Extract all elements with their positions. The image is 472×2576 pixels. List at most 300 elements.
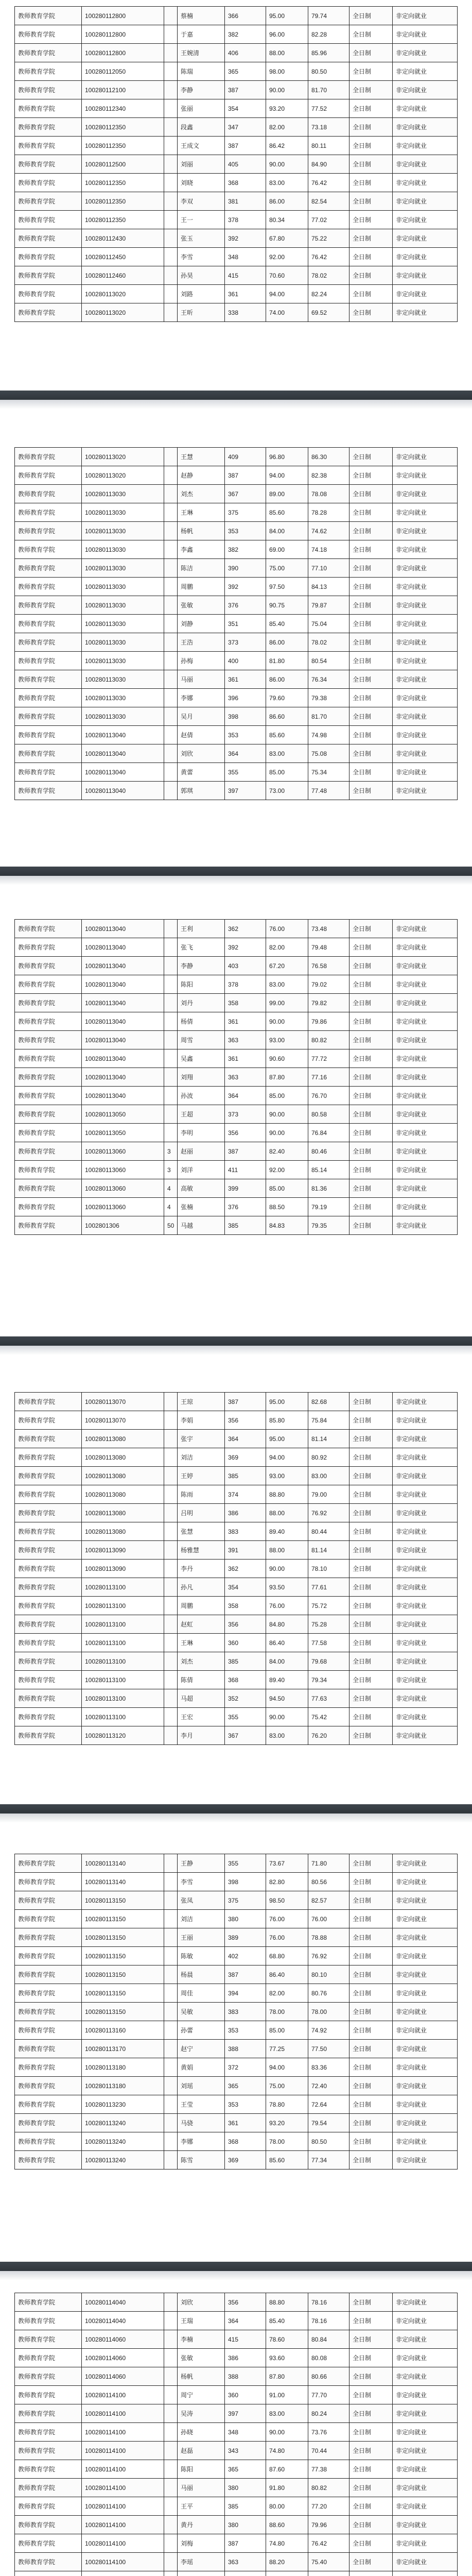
retest-score-cell: 92.00 bbox=[266, 248, 308, 266]
name-cell: 王超 bbox=[178, 1105, 225, 1124]
exam-number-cell: 100280113040 bbox=[82, 938, 164, 957]
total-score-cell: 82.54 bbox=[308, 192, 349, 211]
exam-number-cell: 100280113240 bbox=[82, 2151, 164, 2170]
college-cell: 教师教育学院 bbox=[15, 1031, 82, 1049]
retest-score-cell: 83.00 bbox=[266, 975, 308, 994]
study-mode-cell: 全日制 bbox=[349, 2003, 393, 2021]
exam-number-cell: 100280113150 bbox=[82, 2003, 164, 2021]
exam-number-cell: 100280112350 bbox=[82, 211, 164, 229]
college-cell: 教师教育学院 bbox=[15, 1430, 82, 1448]
retest-score-cell: 75.00 bbox=[266, 2077, 308, 2095]
employment-type-cell: 非定向就业 bbox=[393, 1910, 458, 1928]
name-cell: 黄丹 bbox=[178, 2516, 225, 2534]
college-cell: 教师教育学院 bbox=[15, 1891, 82, 1910]
college-cell: 教师教育学院 bbox=[15, 1087, 82, 1105]
employment-type-cell: 非定向就业 bbox=[393, 99, 458, 118]
table-row bbox=[15, 559, 458, 578]
total-score-cell: 75.28 bbox=[308, 1615, 349, 1634]
employment-type-cell: 非定向就业 bbox=[393, 2021, 458, 2040]
initial-score-cell: 364 bbox=[225, 1087, 266, 1105]
retest-score-cell: 67.20 bbox=[266, 957, 308, 975]
initial-score-cell: 338 bbox=[225, 303, 266, 322]
college-cell: 教师教育学院 bbox=[15, 1984, 82, 2003]
initial-score-cell: 394 bbox=[225, 1984, 266, 2003]
initial-score-cell: 387 bbox=[225, 466, 266, 485]
total-score-cell: 84.90 bbox=[308, 155, 349, 174]
total-score-cell: 80.24 bbox=[308, 2404, 349, 2423]
exam-number-cell: 100280113050 bbox=[82, 1124, 164, 1142]
retest-score-cell: 94.00 bbox=[266, 1448, 308, 1467]
marker-cell bbox=[164, 707, 178, 726]
initial-score-cell: 387 bbox=[225, 81, 266, 99]
retest-score-cell: 74.80 bbox=[266, 2442, 308, 2460]
college-cell: 教师教育学院 bbox=[15, 1541, 82, 1560]
marker-cell bbox=[164, 2312, 178, 2330]
marker-cell bbox=[164, 1393, 178, 1411]
marker-cell bbox=[164, 1504, 178, 1522]
name-cell: 杨雅慧 bbox=[178, 1541, 225, 1560]
study-mode-cell: 全日制 bbox=[349, 44, 393, 62]
study-mode-cell: 全日制 bbox=[349, 99, 393, 118]
employment-type-cell: 非定向就业 bbox=[393, 229, 458, 248]
initial-score-cell: 352 bbox=[225, 1689, 266, 1708]
exam-number-cell: 100280113040 bbox=[82, 1087, 164, 1105]
retest-score-cell: 90.00 bbox=[266, 1124, 308, 1142]
study-mode-cell: 全日制 bbox=[349, 1179, 393, 1198]
initial-score-cell: 389 bbox=[225, 1928, 266, 1947]
total-score-cell: 81.70 bbox=[308, 81, 349, 99]
employment-type-cell: 非定向就业 bbox=[393, 744, 458, 763]
total-score-cell: 70.44 bbox=[308, 2442, 349, 2460]
marker-cell bbox=[164, 1965, 178, 1984]
initial-score-cell: 369 bbox=[225, 2151, 266, 2170]
employment-type-cell: 非定向就业 bbox=[393, 2349, 458, 2367]
retest-score-cell: 85.40 bbox=[266, 615, 308, 633]
employment-type-cell: 非定向就业 bbox=[393, 266, 458, 285]
study-mode-cell: 全日制 bbox=[349, 920, 393, 938]
college-cell: 教师教育学院 bbox=[15, 2114, 82, 2132]
study-mode-cell: 全日制 bbox=[349, 1124, 393, 1142]
retest-score-cell: 90.00 bbox=[266, 1560, 308, 1578]
employment-type-cell: 非定向就业 bbox=[393, 2114, 458, 2132]
total-score-cell: 69.52 bbox=[308, 303, 349, 322]
table-row bbox=[15, 2312, 458, 2330]
initial-score-cell: 387 bbox=[225, 1965, 266, 1984]
exam-number-cell: 100280113070 bbox=[82, 1411, 164, 1430]
total-score-cell: 72.64 bbox=[308, 2095, 349, 2114]
study-mode-cell: 全日制 bbox=[349, 1689, 393, 1708]
college-cell: 教师教育学院 bbox=[15, 2367, 82, 2386]
study-mode-cell: 全日制 bbox=[349, 192, 393, 211]
employment-type-cell bbox=[393, 2571, 458, 2576]
total-score-cell: 76.42 bbox=[308, 248, 349, 266]
total-score-cell: 75.40 bbox=[308, 2553, 349, 2571]
marker-cell bbox=[164, 7, 178, 25]
retest-score-cell: 90.00 bbox=[266, 1708, 308, 1726]
marker-cell bbox=[164, 285, 178, 303]
study-mode-cell: 全日制 bbox=[349, 211, 393, 229]
college-cell: 教师教育学院 bbox=[15, 782, 82, 800]
study-mode-cell: 全日制 bbox=[349, 2151, 393, 2170]
total-score-cell: 77.61 bbox=[308, 1578, 349, 1597]
name-cell: 刘梅 bbox=[178, 2534, 225, 2553]
marker-cell bbox=[164, 1726, 178, 1745]
marker-cell bbox=[164, 25, 178, 44]
college-cell: 教师教育学院 bbox=[15, 1448, 82, 1467]
retest-score-cell: 87.80 bbox=[266, 2367, 308, 2386]
college-cell: 教师教育学院 bbox=[15, 957, 82, 975]
college-cell: 教师教育学院 bbox=[15, 938, 82, 957]
name-cell: 李瑶 bbox=[178, 2553, 225, 2571]
study-mode-cell: 全日制 bbox=[349, 633, 393, 652]
retest-score-cell: 77.25 bbox=[266, 2040, 308, 2058]
initial-score-cell: 365 bbox=[225, 2077, 266, 2095]
exam-number-cell: 100280113100 bbox=[82, 1634, 164, 1652]
employment-type-cell: 非定向就业 bbox=[393, 2404, 458, 2423]
exam-number-cell: 100280113030 bbox=[82, 503, 164, 522]
marker-cell bbox=[164, 2571, 178, 2576]
employment-type-cell: 非定向就业 bbox=[393, 1652, 458, 1671]
table-row bbox=[15, 1504, 458, 1522]
exam-number-cell: 100280113180 bbox=[82, 2058, 164, 2077]
name-cell: 陈洁 bbox=[178, 559, 225, 578]
college-cell: 教师教育学院 bbox=[15, 448, 82, 466]
total-score-cell: 79.19 bbox=[308, 1198, 349, 1216]
exam-number-cell: 100280113180 bbox=[82, 2077, 164, 2095]
table-row bbox=[15, 782, 458, 800]
college-cell: 教师教育学院 bbox=[15, 303, 82, 322]
table-row bbox=[15, 1430, 458, 1448]
exam-number-cell: 100280113040 bbox=[82, 975, 164, 994]
marker-cell bbox=[164, 248, 178, 266]
exam-number-cell: 100280114100 bbox=[82, 2442, 164, 2460]
retest-score-cell: 78.60 bbox=[266, 2330, 308, 2349]
retest-score-cell: 79.60 bbox=[266, 689, 308, 707]
employment-type-cell: 非定向就业 bbox=[393, 2516, 458, 2534]
table-row bbox=[15, 920, 458, 938]
marker-cell bbox=[164, 2330, 178, 2349]
employment-type-cell: 非定向就业 bbox=[393, 1448, 458, 1467]
retest-score-cell: 88.20 bbox=[266, 2553, 308, 2571]
study-mode-cell: 全日制 bbox=[349, 975, 393, 994]
study-mode-cell: 全日制 bbox=[349, 1068, 393, 1087]
marker-cell: 3 bbox=[164, 1161, 178, 1179]
document-page bbox=[0, 886, 472, 1328]
name-cell: 周雪 bbox=[178, 1031, 225, 1049]
total-score-cell: 85.96 bbox=[308, 44, 349, 62]
marker-cell bbox=[164, 2367, 178, 2386]
initial-score-cell: 368 bbox=[225, 1671, 266, 1689]
retest-score-cell: 92.00 bbox=[266, 1161, 308, 1179]
study-mode-cell: 全日制 bbox=[349, 1726, 393, 1745]
total-score-cell: 79.34 bbox=[308, 1671, 349, 1689]
results-table bbox=[14, 2293, 458, 2576]
retest-score-cell: 99.00 bbox=[266, 994, 308, 1012]
exam-number-cell: 100280113040 bbox=[82, 1068, 164, 1087]
retest-score-cell: 88.80 bbox=[266, 2293, 308, 2312]
marker-cell: 50 bbox=[164, 1216, 178, 1235]
exam-number-cell: 100280114040 bbox=[82, 2312, 164, 2330]
page-divider-shadow bbox=[0, 1814, 472, 1823]
name-cell: 赵倩 bbox=[178, 726, 225, 744]
retest-score-cell: 75.00 bbox=[266, 559, 308, 578]
table-row bbox=[15, 540, 458, 559]
exam-number-cell: 100280113040 bbox=[82, 744, 164, 763]
employment-type-cell: 非定向就业 bbox=[393, 1726, 458, 1745]
initial-score-cell: 351 bbox=[225, 615, 266, 633]
total-score-cell: 72.40 bbox=[308, 2077, 349, 2095]
name-cell: 周鹏 bbox=[178, 1597, 225, 1615]
marker-cell bbox=[164, 303, 178, 322]
table-row bbox=[15, 1087, 458, 1105]
college-cell: 教师教育学院 bbox=[15, 1928, 82, 1947]
total-score-cell: 77.16 bbox=[308, 1068, 349, 1087]
table-row bbox=[15, 1652, 458, 1671]
table-row bbox=[15, 1031, 458, 1049]
employment-type-cell: 非定向就业 bbox=[393, 1891, 458, 1910]
college-cell: 教师教育学院 bbox=[15, 7, 82, 25]
employment-type-cell: 非定向就业 bbox=[393, 2293, 458, 2312]
results-table bbox=[14, 919, 458, 1235]
total-score-cell: 83.00 bbox=[308, 1467, 349, 1485]
name-cell: 杨倩 bbox=[178, 1012, 225, 1031]
table-row bbox=[15, 2516, 458, 2534]
exam-number-cell: 100280113100 bbox=[82, 1689, 164, 1708]
college-cell: 教师教育学院 bbox=[15, 99, 82, 118]
exam-number-cell: 100280113060 bbox=[82, 1198, 164, 1216]
marker-cell bbox=[164, 44, 178, 62]
study-mode-cell: 全日制 bbox=[349, 1891, 393, 1910]
college-cell: 教师教育学院 bbox=[15, 25, 82, 44]
initial-score-cell: 360 bbox=[225, 1634, 266, 1652]
marker-cell: 3 bbox=[164, 1142, 178, 1161]
retest-score-cell: 91.80 bbox=[266, 2479, 308, 2497]
marker-cell bbox=[164, 2404, 178, 2423]
employment-type-cell: 非定向就业 bbox=[393, 118, 458, 137]
retest-score-cell: 95.00 bbox=[266, 7, 308, 25]
study-mode-cell: 全日制 bbox=[349, 2114, 393, 2132]
total-score-cell: 75.72 bbox=[308, 1597, 349, 1615]
college-cell: 教师教育学院 bbox=[15, 2404, 82, 2423]
college-cell: 教师教育学院 bbox=[15, 652, 82, 670]
college-cell: 教师教育学院 bbox=[15, 633, 82, 652]
exam-number-cell: 100280113150 bbox=[82, 1947, 164, 1965]
retest-score-cell: 95.00 bbox=[266, 1393, 308, 1411]
initial-score-cell: 372 bbox=[225, 2058, 266, 2077]
marker-cell bbox=[164, 99, 178, 118]
marker-cell bbox=[164, 596, 178, 615]
total-score-cell: 79.87 bbox=[308, 596, 349, 615]
college-cell: 教师教育学院 bbox=[15, 2553, 82, 2571]
marker-cell bbox=[164, 578, 178, 596]
total-score-cell: 75.04 bbox=[308, 615, 349, 633]
employment-type-cell: 非定向就业 bbox=[393, 1634, 458, 1652]
table-row bbox=[15, 2003, 458, 2021]
college-cell: 教师教育学院 bbox=[15, 1504, 82, 1522]
total-score-cell: 78.88 bbox=[308, 1928, 349, 1947]
table-row bbox=[15, 2386, 458, 2404]
exam-number-cell: 100280113160 bbox=[82, 2021, 164, 2040]
table-row bbox=[15, 689, 458, 707]
exam-number-cell: 100280113030 bbox=[82, 707, 164, 726]
college-cell: 教师教育学院 bbox=[15, 707, 82, 726]
document-page bbox=[0, 1356, 472, 1796]
total-score-cell: 79.00 bbox=[308, 1485, 349, 1504]
retest-score-cell: 84.83 bbox=[266, 1216, 308, 1235]
initial-score-cell: 388 bbox=[225, 2367, 266, 2386]
exam-number-cell: 100280113040 bbox=[82, 957, 164, 975]
name-cell: 王利 bbox=[178, 920, 225, 938]
name-cell: 吴涛 bbox=[178, 2404, 225, 2423]
college-cell: 教师教育学院 bbox=[15, 1652, 82, 1671]
total-score-cell: 80.82 bbox=[308, 2479, 349, 2497]
table-row bbox=[15, 2021, 458, 2040]
table-row bbox=[15, 2479, 458, 2497]
retest-score-cell: 96.00 bbox=[266, 25, 308, 44]
employment-type-cell: 非定向就业 bbox=[393, 2367, 458, 2386]
table-row bbox=[15, 1615, 458, 1634]
table-row bbox=[15, 2442, 458, 2460]
college-cell: 教师教育学院 bbox=[15, 726, 82, 744]
college-cell: 教师教育学院 bbox=[15, 1671, 82, 1689]
study-mode-cell: 全日制 bbox=[349, 1485, 393, 1504]
college-cell: 教师教育学院 bbox=[15, 1873, 82, 1891]
study-mode-cell: 全日制 bbox=[349, 137, 393, 155]
total-score-cell: 74.98 bbox=[308, 726, 349, 744]
marker-cell bbox=[164, 2114, 178, 2132]
employment-type-cell: 非定向就业 bbox=[393, 2330, 458, 2349]
exam-number-cell: 100280113030 bbox=[82, 615, 164, 633]
initial-score-cell: 398 bbox=[225, 707, 266, 726]
name-cell: 王一 bbox=[178, 211, 225, 229]
total-score-cell: 76.92 bbox=[308, 1504, 349, 1522]
exam-number-cell: 100280112800 bbox=[82, 25, 164, 44]
retest-score-cell: 93.20 bbox=[266, 99, 308, 118]
college-cell: 教师教育学院 bbox=[15, 615, 82, 633]
marker-cell bbox=[164, 2040, 178, 2058]
college-cell: 教师教育学院 bbox=[15, 763, 82, 782]
initial-score-cell: 361 bbox=[225, 1049, 266, 1068]
initial-score-cell: 368 bbox=[225, 174, 266, 192]
exam-number-cell: 100280114060 bbox=[82, 2330, 164, 2349]
study-mode-cell: 全日制 bbox=[349, 118, 393, 137]
marker-cell bbox=[164, 1012, 178, 1031]
college-cell: 教师教育学院 bbox=[15, 1578, 82, 1597]
employment-type-cell: 非定向就业 bbox=[393, 1105, 458, 1124]
initial-score-cell: 363 bbox=[225, 1031, 266, 1049]
retest-score-cell: 95.00 bbox=[266, 1430, 308, 1448]
study-mode-cell: 全日制 bbox=[349, 2479, 393, 2497]
name-cell: 周鹏 bbox=[178, 578, 225, 596]
study-mode-cell: 全日制 bbox=[349, 303, 393, 322]
marker-cell bbox=[164, 1597, 178, 1615]
marker-cell bbox=[164, 2003, 178, 2021]
name-cell: 王浩 bbox=[178, 633, 225, 652]
college-cell: 教师教育学院 bbox=[15, 1615, 82, 1634]
table-row bbox=[15, 1198, 458, 1216]
retest-score-cell: 86.40 bbox=[266, 1965, 308, 1984]
college-cell: 教师教育学院 bbox=[15, 975, 82, 994]
marker-cell bbox=[164, 2386, 178, 2404]
table-row bbox=[15, 44, 458, 62]
employment-type-cell: 非定向就业 bbox=[393, 782, 458, 800]
exam-number-cell: 100280112350 bbox=[82, 174, 164, 192]
table-row bbox=[15, 2571, 458, 2576]
name-cell: 黄蕾 bbox=[178, 763, 225, 782]
employment-type-cell: 非定向就业 bbox=[393, 522, 458, 540]
exam-number-cell: 100280113100 bbox=[82, 1671, 164, 1689]
college-cell: 教师教育学院 bbox=[15, 1049, 82, 1068]
retest-score-cell: 70.60 bbox=[266, 266, 308, 285]
marker-cell bbox=[164, 522, 178, 540]
initial-score-cell: 355 bbox=[225, 763, 266, 782]
marker-cell: 4 bbox=[164, 1198, 178, 1216]
employment-type-cell: 非定向就业 bbox=[393, 670, 458, 689]
study-mode-cell: 全日制 bbox=[349, 763, 393, 782]
name-cell: 张凤 bbox=[178, 1891, 225, 1910]
study-mode-cell: 全日制 bbox=[349, 2442, 393, 2460]
employment-type-cell: 非定向就业 bbox=[393, 1560, 458, 1578]
employment-type-cell: 非定向就业 bbox=[393, 559, 458, 578]
name-cell: 刘丹 bbox=[178, 994, 225, 1012]
table-row bbox=[15, 2423, 458, 2442]
college-cell: 教师教育学院 bbox=[15, 522, 82, 540]
table-row bbox=[15, 615, 458, 633]
employment-type-cell: 非定向就业 bbox=[393, 1161, 458, 1179]
total-score-cell: 81.14 bbox=[308, 1430, 349, 1448]
marker-cell bbox=[164, 2021, 178, 2040]
marker-cell bbox=[164, 1854, 178, 1873]
table-row bbox=[15, 1142, 458, 1161]
retest-score-cell: 89.40 bbox=[266, 1671, 308, 1689]
name-cell: 刘洋 bbox=[178, 1161, 225, 1179]
exam-number-cell: 100280113060 bbox=[82, 1179, 164, 1198]
retest-score-cell: 82.00 bbox=[266, 118, 308, 137]
marker-cell bbox=[164, 2293, 178, 2312]
initial-score-cell: 364 bbox=[225, 2312, 266, 2330]
total-score-cell: 77.02 bbox=[308, 211, 349, 229]
name-cell: 张飞 bbox=[178, 938, 225, 957]
marker-cell bbox=[164, 192, 178, 211]
exam-number-cell: 100280113150 bbox=[82, 1965, 164, 1984]
initial-score-cell: 415 bbox=[225, 266, 266, 285]
name-cell: 孙波 bbox=[178, 1087, 225, 1105]
study-mode-cell: 全日制 bbox=[349, 2386, 393, 2404]
marker-cell bbox=[164, 957, 178, 975]
total-score-cell: 80.54 bbox=[308, 652, 349, 670]
retest-score-cell: 85.60 bbox=[266, 2151, 308, 2170]
table-row bbox=[15, 1965, 458, 1984]
initial-score-cell: 387 bbox=[225, 137, 266, 155]
name-cell: 王琳 bbox=[178, 1634, 225, 1652]
results-table bbox=[14, 447, 458, 800]
retest-score-cell: 86.00 bbox=[266, 670, 308, 689]
study-mode-cell: 全日制 bbox=[349, 2423, 393, 2442]
retest-score-cell: 86.00 bbox=[266, 633, 308, 652]
college-cell: 教师教育学院 bbox=[15, 2386, 82, 2404]
employment-type-cell: 非定向就业 bbox=[393, 466, 458, 485]
name-cell: 张楠 bbox=[178, 1198, 225, 1216]
total-score-cell: 78.02 bbox=[308, 266, 349, 285]
marker-cell bbox=[164, 920, 178, 938]
initial-score-cell: 385 bbox=[225, 2497, 266, 2516]
study-mode-cell: 全日制 bbox=[349, 2553, 393, 2571]
table-row bbox=[15, 192, 458, 211]
study-mode-cell: 全日制 bbox=[349, 1984, 393, 2003]
name-cell: 刘丽 bbox=[178, 155, 225, 174]
total-score-cell: 77.34 bbox=[308, 2151, 349, 2170]
table-row bbox=[15, 1597, 458, 1615]
